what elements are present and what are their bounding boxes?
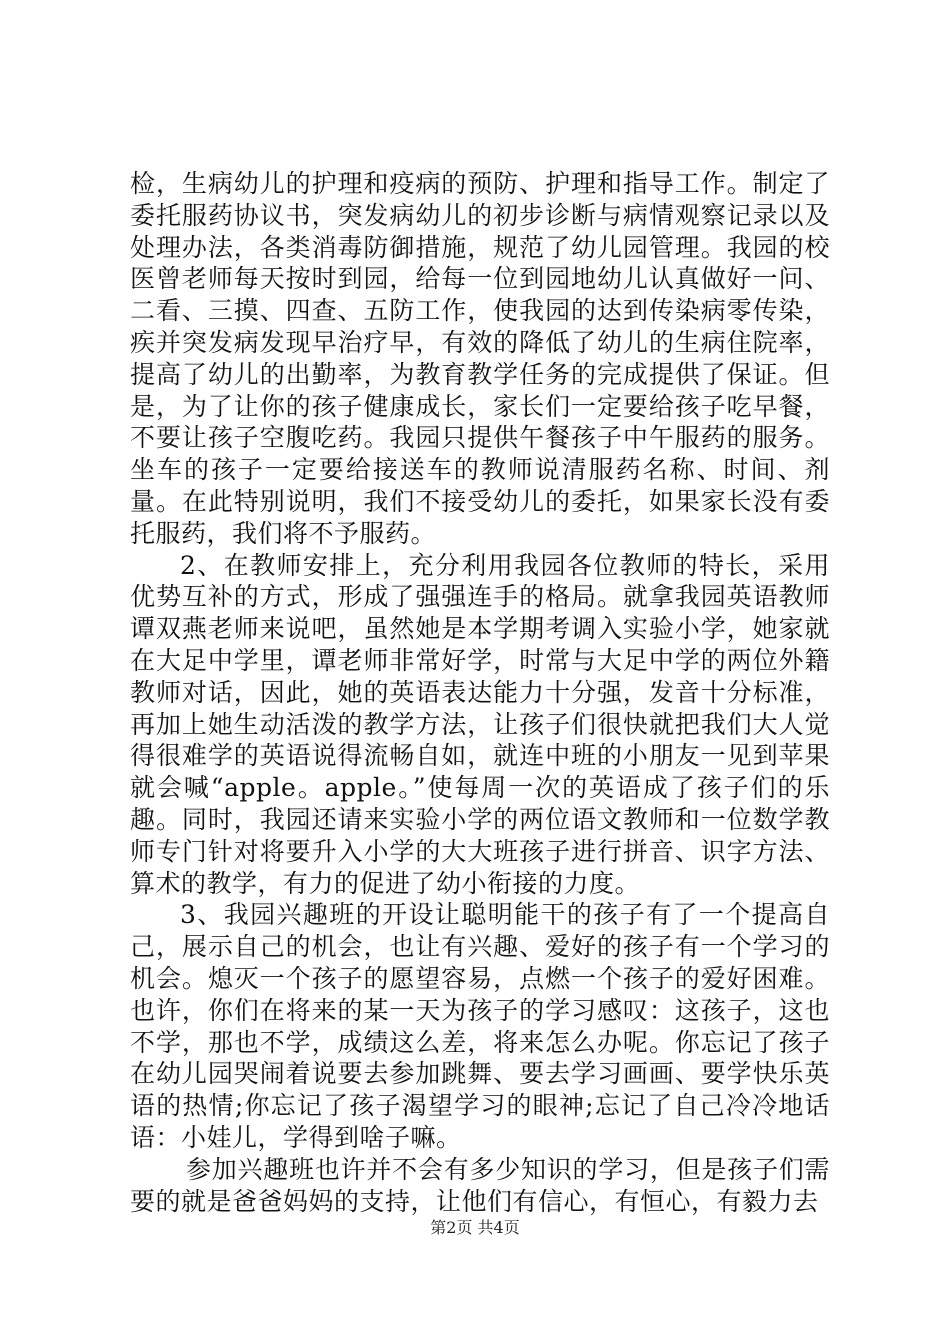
paragraph-3: 3、我园兴趣班的开设让聪明能干的孩子有了一个提高自己，展示自己的机会，也让有兴趣、爱好的孩子有一个学习的机会。熄灭一个孩子的愿望容易，点燃一个孩子的爱好困难。也许，你们在将来的某一天为孩子的学习感叹：这孩子，这也不学，那也不学，成绩这么差，将来怎么办呢。你忘记了孩子在幼儿园哭闹着说要去参加跳舞、要去学习画画、要学快乐英语的热情;你忘记了孩子渴望学习的眼神;忘记了自己冷冷地话语：小娃儿，学得到啥子嘛。 (130, 900, 830, 1152)
paragraph-1: 检，生病幼儿的护理和疫病的预防、护理和指导工作。制定了委托服药协议书，突发病幼儿的初步诊断与病情观察记录以及处理办法，各类消毒防御措施，规范了幼儿园管理。我园的校医曾老师每天按时到园，给每一位到园地幼儿认真做好一问、二看、三摸、四查、五防工作，使我园的达到传染病零传染，疾并突发病发现早治疗早，有效的降低了幼儿的生病住院率，提高了幼儿的出勤率，为教育教学任务的完成提供了保证。但是，为了让你的孩子健康成长，家长们一定要给孩子吃早餐，不要让孩子空腹吃药。我园只提供午餐孩子中午服药的服务。坐车的孩子一定要给接送车的教师说清服药名称、时间、剂量。在此特别说明，我们不接受幼儿的委托，如果家长没有委托服药，我们将不予服药。 (130, 169, 830, 548)
page-number-footer: 第2页 共4页 (430, 1218, 520, 1237)
body-text (130, 168, 830, 1217)
paragraph-2: 2、在教师安排上，充分利用我园各位教师的特长，采用优势互补的方式，形成了强强连手的格局。就拿我园英语教师谭双燕老师来说吧，虽然她是本学期考调入实验小学，她家就在大足中学里，谭老师非常好学，时常与大足中学的两位外籍教师对话，因此，她的英语表达能力十分强，发音十分标准，再加上她生动活泼的教学方法，让孩子们很快就把我们大人觉得很难学的英语说得流畅自如，就连中班的小朋友一见到苹果就会喊“apple。apple。”使每周一次的英语成了孩子们的乐趣。同时，我园还请来实验小学的两位语文教师和一位数学教师专门针对将要升入小学的大大班孩子进行拼音、识字方法、算术的教学，有力的促进了幼小衔接的力度。 (130, 550, 830, 898)
paragraph-4: 参加兴趣班也许并不会有多少知识的学习，但是孩子们需要的就是爸爸妈妈的支持，让他们有信心，有恒心，有毅力去 (130, 1154, 830, 1216)
